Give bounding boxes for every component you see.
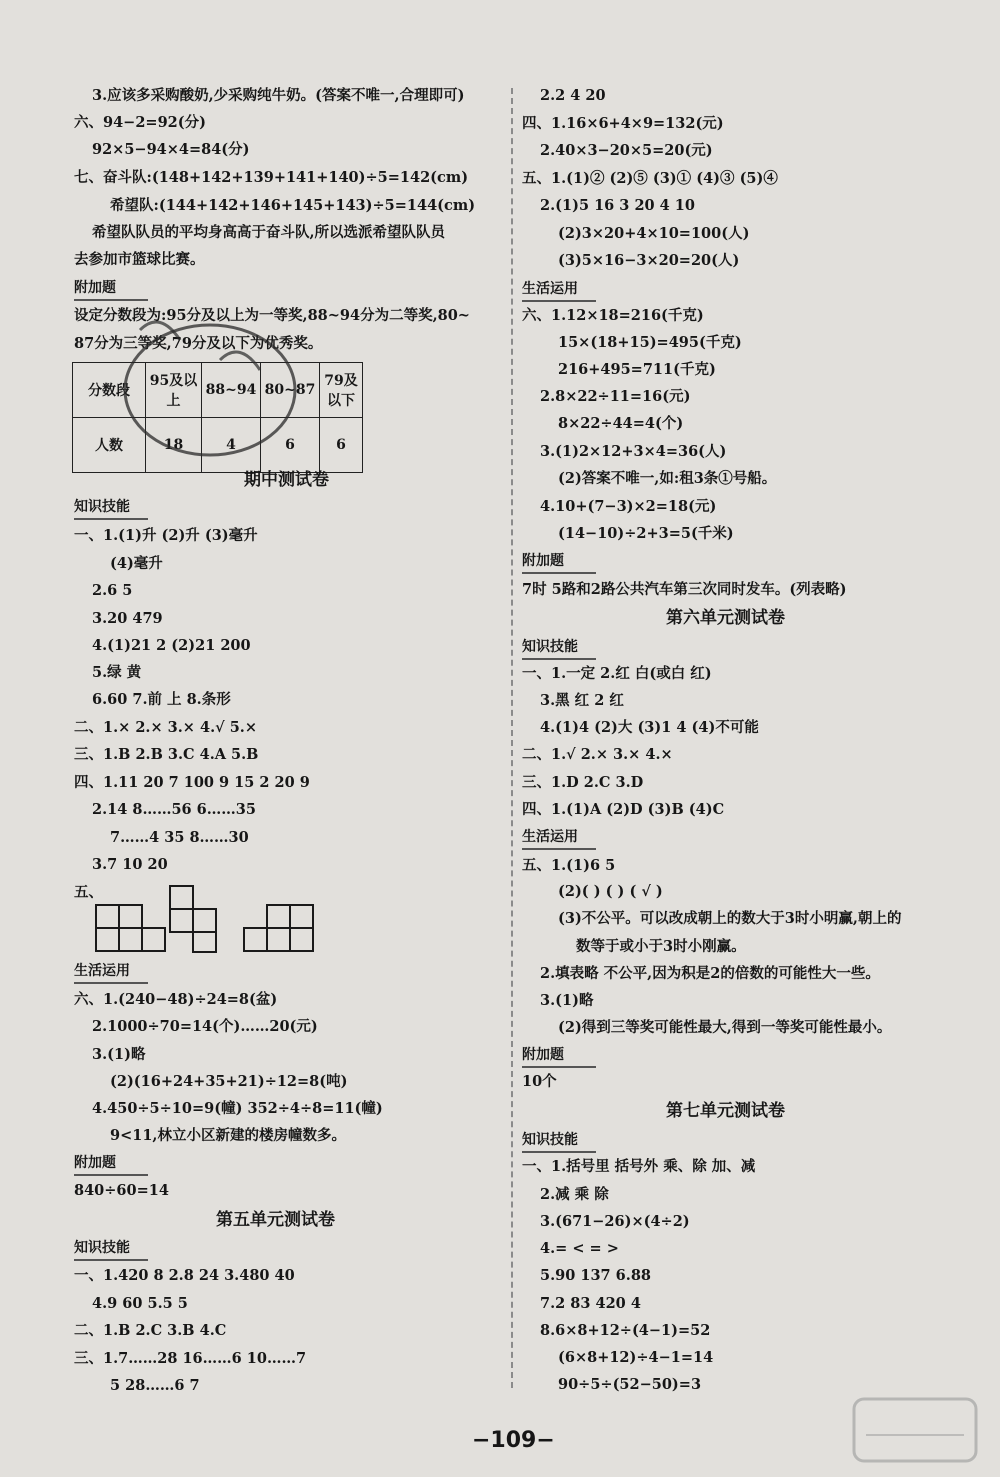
section-tag-fujia: 附加题 (522, 1047, 564, 1063)
answer-line: 216+495=711(千克) (558, 361, 716, 378)
answer-line: (2)得到三等奖可能性最大,得到一等奖可能性最小。 (558, 1019, 892, 1036)
answer-line: 2.减 乘 除 (540, 1186, 609, 1203)
answer-line: 六、1.12×18=216(千克) (522, 307, 704, 324)
section-tag-fujia: 附加题 (74, 280, 116, 296)
answer-line: 六、94−2=92(分) (74, 114, 206, 131)
answer-line: 三、1.D 2.C 3.D (522, 774, 644, 791)
answer-line: 87分为三等奖,79分及以下为优秀奖。 (74, 335, 323, 352)
section-tag-zhishi: 知识技能 (522, 1132, 578, 1148)
answer-line: 5 28……6 7 (110, 1377, 200, 1394)
answer-line: 希望队:(144+142+146+145+143)÷5=144(cm) (110, 197, 476, 214)
section-tag-shenghuo: 生活运用 (522, 829, 578, 845)
answer-line: 一、1.(1)升 (2)升 (3)毫升 (74, 527, 258, 544)
answer-line: 二、1.B 2.C 3.B 4.C (74, 1322, 227, 1339)
answer-line: 四、1.16×6+4×9=132(元) (522, 115, 724, 132)
answer-line: 2.1000÷70=14(个)……20(元) (92, 1018, 318, 1035)
answer-line: 三、1.7……28 16……6 10……7 (74, 1350, 307, 1367)
answer-line: 2.6 5 (92, 582, 133, 599)
answer-line: 7.2 83 420 4 (540, 1295, 641, 1312)
section-tag-shenghuo: 生活运用 (74, 963, 130, 979)
answer-line: 2.8×22÷11=16(元) (540, 388, 691, 405)
answer-line: (3)不公平。可以改成朝上的数大于3时小明赢,朝上的 (558, 910, 902, 927)
page-number: −109− (472, 1428, 555, 1453)
answer-line: (2)3×20+4×10=100(人) (558, 225, 750, 242)
answer-line: 4.450÷5÷10=9(幢) 352÷4÷8=11(幢) (92, 1100, 383, 1117)
section-tag-zhishi: 知识技能 (74, 499, 130, 515)
answer-line: 90÷5÷(52−50)=3 (558, 1376, 702, 1393)
answer-line: (14−10)÷2+3=5(千米) (558, 525, 734, 542)
answer-line: (2)(16+24+35+21)÷12=8(吨) (110, 1073, 348, 1090)
section-tag-fujia: 附加题 (522, 553, 564, 569)
answer-line: 希望队队员的平均身高高于奋斗队,所以选派希望队队员 (92, 224, 446, 241)
answer-line: 3.应该多采购酸奶,少采购纯牛奶。(答案不唯一,合理即可) (92, 87, 465, 104)
answer-line: 2.填表略 不公平,因为积是2的倍数的可能性大一些。 (540, 965, 880, 982)
answer-line: 4.(1)21 2 (2)21 200 (92, 637, 251, 654)
answer-line: 3.(671−26)×(4÷2) (540, 1213, 690, 1230)
section-tag-zhishi: 知识技能 (74, 1240, 130, 1256)
answer-line: 15×(18+15)=495(千克) (558, 334, 742, 351)
answer-line: 四、1.11 20 7 100 9 15 2 20 9 (74, 774, 310, 791)
answer-line: 四、1.(1)A (2)D (3)B (4)C (522, 801, 725, 818)
answer-line: 92×5−94×4=84(分) (92, 141, 250, 158)
answer-line: 数等于或小于3时小刚赢。 (576, 938, 746, 955)
answer-line: 3.7 10 20 (92, 856, 168, 873)
table-cell: 18 (146, 418, 202, 473)
table-cell: 79及以下 (320, 363, 363, 418)
answer-line: 五、1.(1)② (2)⑤ (3)① (4)③ (5)④ (522, 170, 778, 187)
table-cell: 人数 (73, 418, 146, 473)
column-divider (511, 88, 513, 1388)
answer-line: 5.90 137 6.88 (540, 1267, 651, 1284)
answer-line: (4)毫升 (110, 555, 163, 572)
watermark-stamp (100, 300, 320, 520)
answer-line: 8.6×8+12÷(4−1)=52 (540, 1322, 711, 1339)
table-cell: 4 (202, 418, 261, 473)
answer-line: 4.10+(7−3)×2=18(元) (540, 498, 717, 515)
answer-line: 三、1.B 2.B 3.C 4.A 5.B (74, 746, 259, 763)
answer-line: 840÷60=14 (74, 1182, 169, 1199)
answer-line: 设定分数段为:95分及以上为一等奖,88~94分为二等奖,80~ (74, 307, 470, 324)
section-tag-shenghuo: 生活运用 (522, 281, 578, 297)
answer-line: 3.(1)略 (92, 1046, 146, 1063)
section-title: 第七单元测试卷 (666, 1101, 785, 1121)
answer-line: 4.= < = > (540, 1240, 619, 1257)
view-drawing-2 (170, 886, 216, 952)
answer-line: (2)答案不唯一,如:租3条①号船。 (558, 470, 777, 487)
answer-line: 3.(1)略 (540, 992, 594, 1009)
answer-line: (6×8+12)÷4−1=14 (558, 1349, 714, 1366)
section-title: 期中测试卷 (244, 470, 329, 490)
table-cell: 分数段 (73, 363, 146, 418)
answer-line: 2.14 8……56 6……35 (92, 801, 256, 818)
answer-line: 4.9 60 5.5 5 (92, 1295, 188, 1312)
answer-line: 一、1.一定 2.红 白(或白 红) (522, 665, 712, 682)
answer-line: 五、1.(1)6 5 (522, 857, 616, 874)
corner-logo-stamp (850, 1395, 980, 1465)
answer-line: 3.(1)2×12+3×4=36(人) (540, 443, 727, 460)
table-cell: 6 (320, 418, 363, 473)
cube-view-drawings (94, 884, 334, 954)
answer-line: 五、 (74, 884, 103, 901)
answer-line: 6.60 7.前 上 8.条形 (92, 691, 231, 708)
answer-line: 10个 (522, 1073, 557, 1090)
answer-line: 去参加市篮球比赛。 (74, 251, 205, 268)
answer-line: 七、奋斗队:(148+142+139+141+140)÷5=142(cm) (74, 169, 469, 186)
answer-line: 4.(1)4 (2)大 (3)1 4 (4)不可能 (540, 719, 759, 736)
answer-line: 2.2 4 20 (540, 87, 606, 104)
section-title: 第五单元测试卷 (216, 1210, 335, 1230)
answer-line: 二、1.√ 2.× 3.× 4.× (522, 746, 673, 763)
section-tag-fujia: 附加题 (74, 1155, 116, 1171)
answer-line: 7时 5路和2路公共汽车第三次同时发车。(列表略) (522, 581, 847, 598)
answer-line: (2)( ) ( ) ( √ ) (558, 883, 663, 900)
answer-line: 7……4 35 8……30 (110, 829, 249, 846)
answer-line: (3)5×16−3×20=20(人) (558, 252, 740, 269)
view-drawing-1 (96, 905, 165, 951)
answer-line: 5.绿 黄 (92, 664, 142, 681)
answer-line: 二、1.× 2.× 3.× 4.√ 5.× (74, 719, 258, 736)
table-cell: 95及以上 (146, 363, 202, 418)
table-cell: 6 (261, 418, 320, 473)
section-title: 第六单元测试卷 (666, 608, 785, 628)
table-cell: 88~94 (202, 363, 261, 418)
view-drawing-3 (244, 905, 313, 951)
answer-line: 3.20 479 (92, 610, 163, 627)
answer-line: 2.40×3−20×5=20(元) (540, 142, 713, 159)
answer-line: 3.黑 红 2 红 (540, 692, 624, 709)
answer-line: 一、1.括号里 括号外 乘、除 加、减 (522, 1158, 756, 1175)
answer-line: 2.(1)5 16 3 20 4 10 (540, 197, 695, 214)
answer-line: 8×22÷44=4(个) (558, 415, 684, 432)
table-cell: 80~87 (261, 363, 320, 418)
section-tag-zhishi: 知识技能 (522, 639, 578, 655)
answer-line: 一、1.420 8 2.8 24 3.480 40 (74, 1267, 295, 1284)
answer-line: 9<11,林立小区新建的楼房幢数多。 (110, 1127, 346, 1144)
answer-line: 六、1.(240−48)÷24=8(盆) (74, 991, 278, 1008)
